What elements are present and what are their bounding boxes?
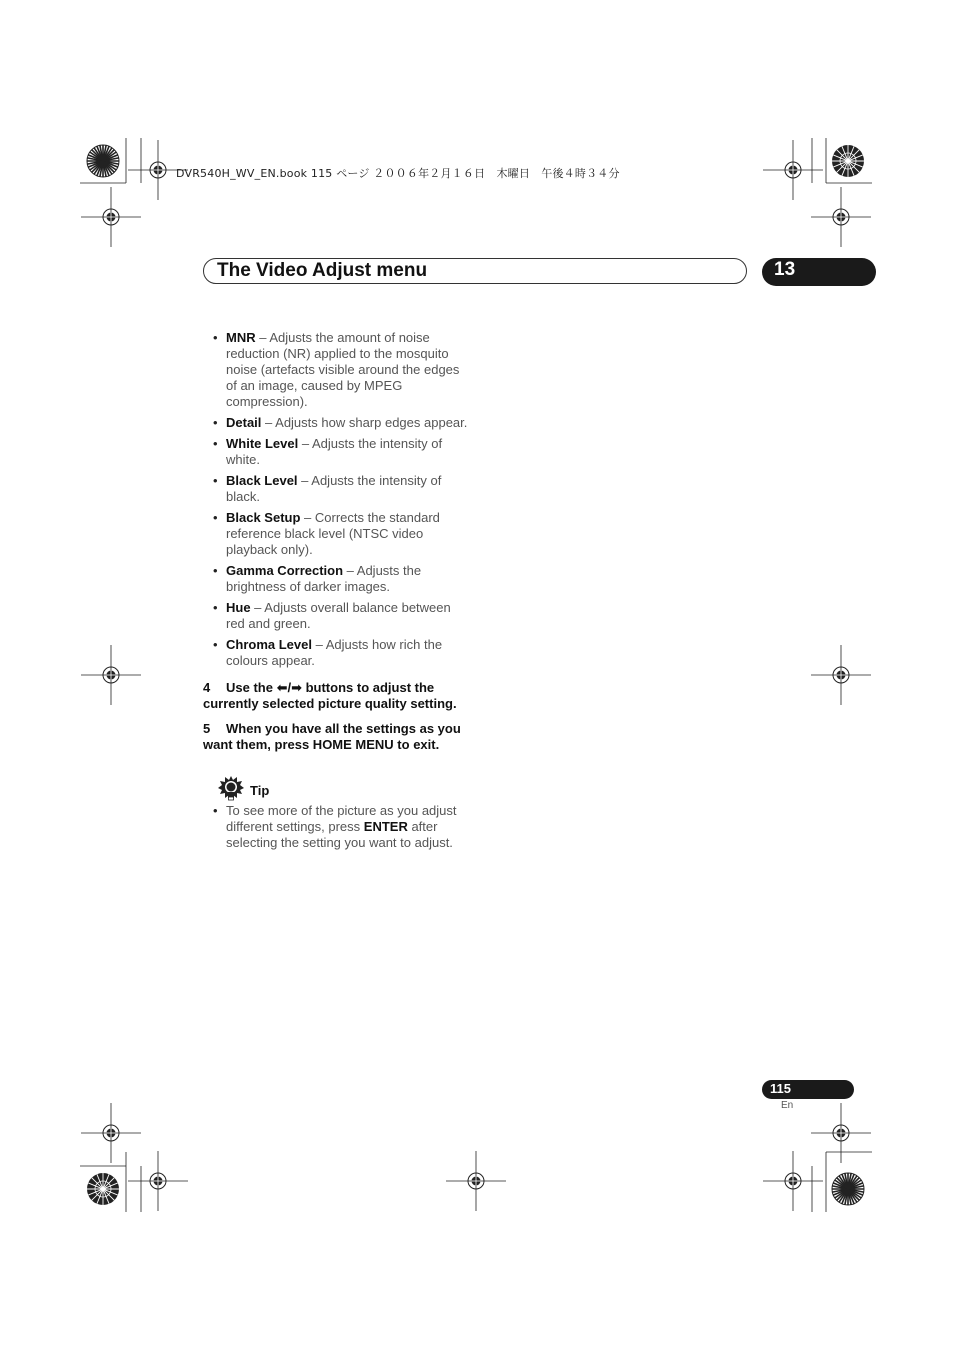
item-desc: – Adjusts the intensity of black. — [226, 473, 442, 504]
content-column — [203, 330, 473, 856]
item-term: MNR — [226, 330, 256, 345]
item-desc: – Corrects the standard reference black level (NTSC video playback only). — [226, 510, 440, 557]
step-number: 4 — [203, 680, 211, 695]
list-item — [203, 563, 473, 595]
chapter-number: 13 — [774, 259, 796, 280]
tip-list — [203, 803, 473, 851]
language-code: En — [781, 1100, 794, 1111]
item-desc: – Adjusts the intensity of white. — [226, 436, 443, 467]
step-4 — [203, 680, 473, 712]
step-text-pre: Use the — [226, 680, 277, 695]
item-desc: – Adjusts how sharp edges appear. — [261, 415, 468, 430]
tip-heading — [203, 775, 473, 803]
item-term: White Level — [226, 436, 299, 451]
step-number: 5 — [203, 721, 211, 736]
item-desc: – Adjusts the amount of noise reduction (NR) applied to the mosquito noise (artefacts visible around the edges of an image, caused by MPEG compression). — [226, 330, 460, 409]
item-desc: – Adjusts how rich the colours appear. — [226, 637, 443, 668]
step-text: When you have all the settings as you want them, press HOME MENU to exit. — [203, 721, 461, 752]
list-item — [203, 510, 473, 558]
list-item — [203, 436, 473, 468]
item-term: Gamma Correction — [226, 563, 344, 578]
list-item — [203, 637, 473, 669]
lightbulb-icon — [217, 775, 245, 803]
page-number: 115 — [770, 1081, 791, 1096]
item-term: Black Level — [226, 473, 298, 488]
tip-text-post: after selecting the setting you want to adjust. — [226, 819, 453, 850]
tip-label: Tip — [250, 783, 270, 798]
setting-list — [203, 330, 473, 669]
left-right-arrow-icon: ⬅/➡ — [276, 680, 302, 695]
list-item — [203, 600, 473, 632]
item-term: Hue — [226, 600, 251, 615]
chapter-tab — [762, 258, 876, 286]
item-term: Black Setup — [226, 510, 301, 525]
list-item — [203, 415, 473, 431]
chapter-title: The Video Adjust menu — [217, 260, 428, 281]
list-item — [203, 330, 473, 410]
item-desc: – Adjusts the brightness of darker images. — [226, 563, 422, 594]
step-text-post: buttons to adjust the currently selected picture quality setting. — [203, 680, 457, 711]
list-item — [203, 803, 473, 851]
item-desc: – Adjusts overall balance between red and green. — [226, 600, 451, 631]
page-number-tab — [762, 1080, 854, 1099]
tip-text-pre: To see more of the picture as you adjust different settings, press — [226, 803, 457, 834]
chapter-title-bar — [203, 258, 747, 284]
item-term: Chroma Level — [226, 637, 312, 652]
item-term: Detail — [226, 415, 262, 430]
step-5 — [203, 721, 473, 753]
tip-key: ENTER — [363, 819, 408, 834]
print-header: DVR540H_WV_EN.book 115 ページ ２００６年２月１６日 木曜日 午後４時３４分 — [176, 167, 620, 180]
list-item — [203, 473, 473, 505]
